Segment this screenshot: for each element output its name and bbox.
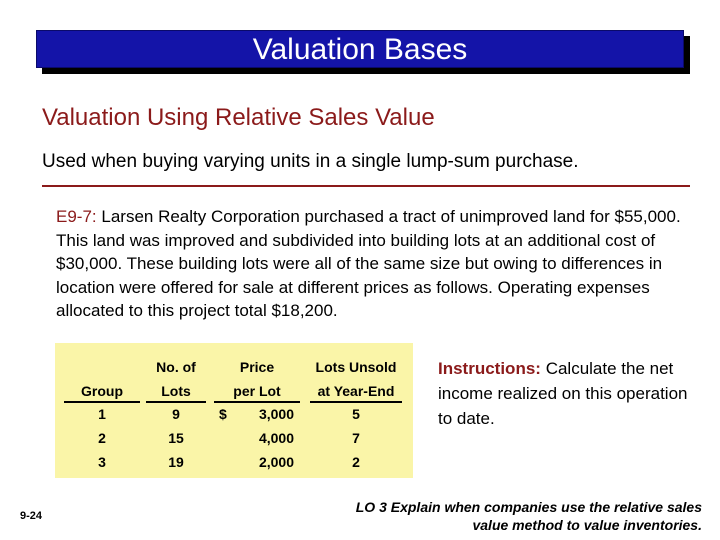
cell-lots: 9 [172, 406, 180, 422]
header-unsold: at Year-End [317, 383, 395, 399]
cell-group: 2 [98, 430, 106, 446]
header-underline [214, 401, 300, 403]
cell-group: 1 [98, 406, 106, 422]
currency-symbol: $ [219, 406, 227, 422]
header-price-top: Price [239, 359, 275, 375]
exercise-body: Larsen Realty Corporation purchased a tract of unimproved land for $55,000. This land was improved and subdivided into building lots at an additional cost of $30,000. These building lots were all of the same size but owing to differences in location were offered for sale at different prices as follows. Operating expenses allocated to this project total $18,200. [56, 207, 681, 320]
cell-lots: 15 [168, 430, 184, 446]
cell-unsold: 2 [352, 454, 360, 470]
learning-objective: LO 3 Explain when companies use the relative sales value method to value inventories. [355, 499, 702, 533]
slide-number: 9-24 [20, 510, 43, 522]
cell-lots: 19 [168, 454, 184, 470]
exercise-text [56, 205, 692, 323]
cell-unsold: 7 [352, 430, 360, 446]
header-underline [64, 401, 140, 403]
header-group: Group [81, 383, 123, 399]
header-lots: Lots [161, 383, 191, 399]
cell-group: 3 [98, 454, 106, 470]
cell-price: 4,000 [258, 430, 294, 446]
exercise-label: E9-7: [56, 207, 97, 226]
cell-price: 3,000 [258, 406, 294, 422]
cell-unsold: 5 [352, 406, 360, 422]
instructions-text [438, 356, 688, 431]
header-lots-top: No. of [156, 359, 196, 375]
instructions-body: Calculate the net income realized on this operation to date. [438, 359, 688, 428]
intro-text: Used when buying varying units in a single lump-sum purchase. [42, 151, 579, 172]
cell-price: 2,000 [258, 454, 294, 470]
header-underline [310, 401, 402, 403]
slide-subtitle: Valuation Using Relative Sales Value [42, 104, 435, 131]
slide-title: Valuation Bases [36, 30, 684, 68]
header-unsold-top: Lots Unsold [315, 359, 397, 375]
header-price: per Lot [233, 383, 281, 399]
divider-rule [42, 185, 690, 187]
instructions-label: Instructions: [438, 359, 541, 378]
header-underline [146, 401, 206, 403]
